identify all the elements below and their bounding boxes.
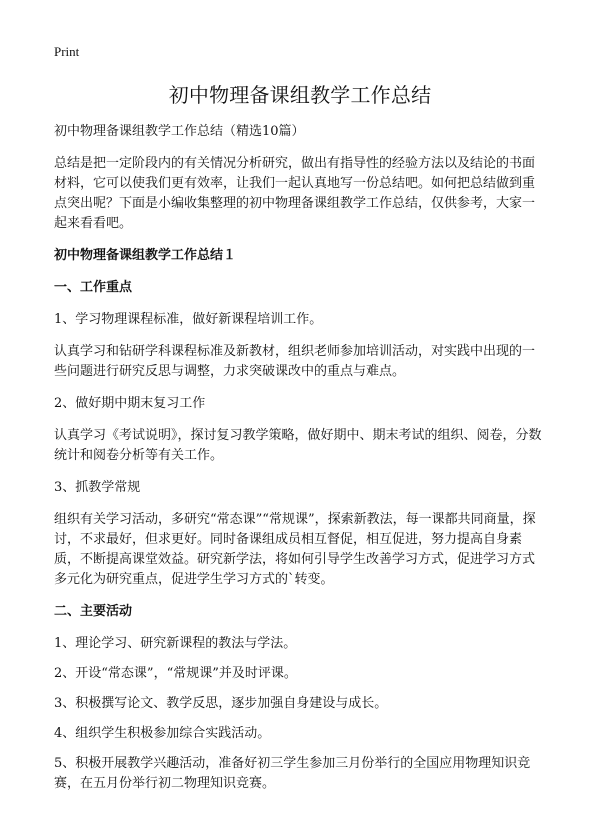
intro-paragraph: 总结是把一定阶段内的有关情况分析研究，做出有指导性的经验方法以及结论的书面材料，它可以使我们更有效率，让我们一起认真地写一份总结吧。如何把总结做到重点突出呢？下面是小编收集整理的初中物理备课组教学工作总结，仅供参考，大家一起来看看吧。 xyxy=(54,156,536,231)
print-link[interactable]: Print xyxy=(54,44,80,59)
subtitle: 初中物理备课组教学工作总结（精选10篇） xyxy=(54,124,305,139)
paragraph: 认真学习和钻研学科课程标准及新教材，组织老师参加培训活动，对实践中出现的一些问题进行研究反思与调整，力求突破课改中的重点与难点。 xyxy=(54,344,536,379)
list-item: 2、做好期中期末复习工作 xyxy=(54,396,206,411)
document-content xyxy=(54,122,546,806)
part-heading-work-focus: 一、工作重点 xyxy=(54,280,133,295)
list-item: 2、开设“常态课”，“常规课”并及时评课。 xyxy=(54,666,297,681)
paragraph: 认真学习《考试说明》，探讨复习教学策略，做好期中、期末考试的组织、阅卷，分数统计和阅卷分析等有关工作。 xyxy=(54,428,542,463)
paragraph: 组织有关学习活动，多研究“常态课”“常规课”，探索新教法，每一课都共同商量，探讨，不求最好，但求更好。同时备课组成员相互督促，相互促进，努力提高自身素质，不断提高课堂效益。研究新学法，将如何引导学生改善学习方式，促进学习方式多元化为研究重点，促进学生学习方式的`转变。 xyxy=(54,512,536,587)
part-heading-main-activities: 二、主要活动 xyxy=(54,604,133,619)
list-item: 4、组织学生积极参加综合实践活动。 xyxy=(54,726,271,741)
page-title: 初中物理备课组教学工作总结 xyxy=(168,83,432,107)
list-item: 3、抓教学常规 xyxy=(54,480,141,495)
list-item: 5、积极开展教学兴趣活动，准备好初三学生参加三月份举行的全国应用物理知识竞赛，在五月份举行初二物理知识竞赛。 xyxy=(54,756,531,791)
section-heading: 初中物理备课组教学工作总结１ xyxy=(54,248,237,263)
list-item: 1、学习物理课程标准，做好新课程培训工作。 xyxy=(54,312,323,327)
list-item: 1、理论学习、研究新课程的教法与学法。 xyxy=(54,636,297,651)
list-item: 3、积极撰写论文、教学反思，逐步加强自身建设与成长。 xyxy=(54,696,388,711)
